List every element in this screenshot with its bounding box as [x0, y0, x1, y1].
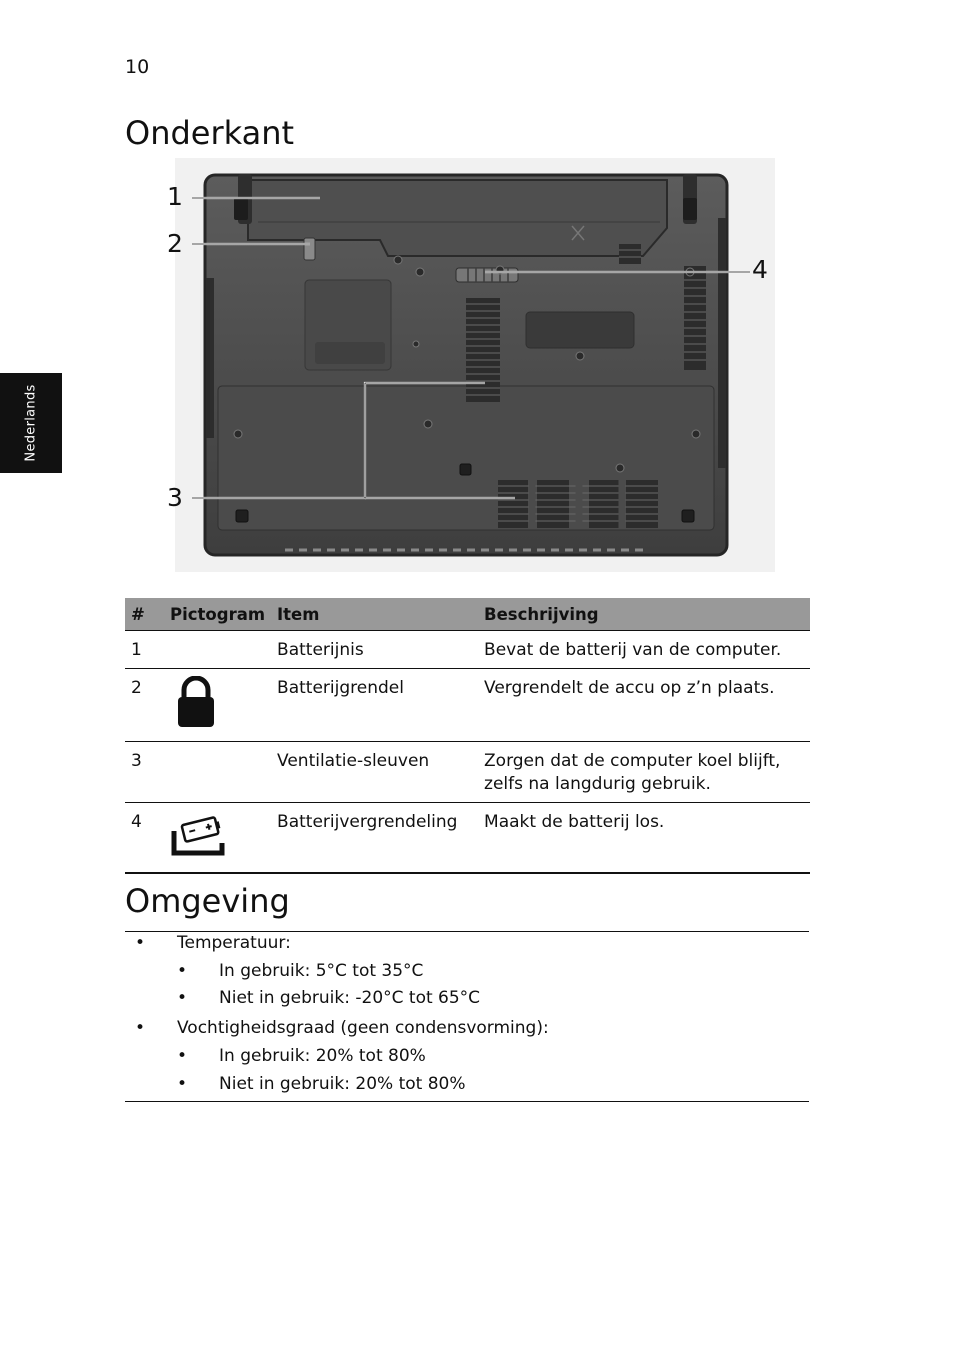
callout-1: 1: [167, 182, 183, 211]
bullet: •: [177, 961, 188, 981]
callout-2: 2: [167, 229, 183, 258]
sub-list-item: [177, 988, 480, 1008]
table-row: [125, 803, 810, 874]
row-icon: [164, 631, 271, 669]
bullet: •: [177, 1074, 188, 1094]
sub-list-item-text: Niet in gebruik: 20% tot 80%: [219, 1074, 466, 1094]
sub-list-item: [177, 1074, 465, 1094]
section-top-rule: [125, 931, 809, 932]
list-item: [135, 933, 291, 953]
callout-3: 3: [167, 483, 183, 512]
row-item: Ventilatie-sleuven: [271, 742, 478, 803]
table-header-row: [125, 598, 810, 631]
row-num: 1: [125, 631, 164, 669]
page-number: 10: [125, 56, 150, 78]
row-num: 2: [125, 669, 164, 742]
side-tab-label: Nederlands: [23, 384, 39, 462]
table-row: [125, 669, 810, 742]
row-num: 3: [125, 742, 164, 803]
row-description: Maakt de batterij los.: [478, 803, 810, 874]
list-item-text: Vochtigheidsgraad (geen condensvorming):: [177, 1018, 549, 1038]
header-pictogram: Pictogram: [164, 598, 271, 631]
bullet: •: [177, 988, 188, 1008]
list-item: [135, 1018, 549, 1038]
row-icon: [164, 803, 271, 874]
row-icon: [164, 669, 271, 742]
row-description: Bevat de batterij van de computer.: [478, 631, 810, 669]
header-num: #: [125, 598, 164, 631]
section-title-onderkant: Onderkant: [125, 114, 295, 152]
sub-list-item-text: In gebruik: 5°C tot 35°C: [219, 961, 424, 981]
bullet: •: [135, 1018, 146, 1038]
lock-icon: [174, 676, 218, 728]
table-row: [125, 631, 810, 669]
row-item: Batterijvergrendeling: [271, 803, 478, 874]
section-title-omgeving: Omgeving: [125, 882, 290, 920]
callout-4: 4: [752, 255, 768, 284]
laptop-bottom-figure: [167, 158, 775, 572]
battery-release-icon: [170, 813, 230, 859]
sub-list-item-text: Niet in gebruik: -20°C tot 65°C: [219, 988, 481, 1008]
header-description: Beschrijving: [478, 598, 810, 631]
bullet: •: [135, 933, 146, 953]
table-row: [125, 742, 810, 803]
row-description: Zorgen dat de computer koel blijft, zelfs na langdurig gebruik.: [478, 742, 810, 803]
row-num: 4: [125, 803, 164, 874]
bullet: •: [177, 1046, 188, 1066]
list-item-text: Temperatuur:: [177, 933, 291, 953]
laptop-bottom-illustration: [170, 158, 775, 572]
row-item: Batterijgrendel: [271, 669, 478, 742]
row-description: Vergrendelt de accu op z’n plaats.: [478, 669, 810, 742]
sub-list-item: [177, 1046, 426, 1066]
bottom-items-table: [125, 598, 810, 874]
row-item: Batterijnis: [271, 631, 478, 669]
row-icon: [164, 742, 271, 803]
header-item: Item: [271, 598, 478, 631]
language-side-tab: [0, 373, 62, 473]
section-bottom-rule: [125, 1101, 809, 1102]
sub-list-item: [177, 961, 423, 981]
sub-list-item-text: In gebruik: 20% tot 80%: [219, 1046, 426, 1066]
